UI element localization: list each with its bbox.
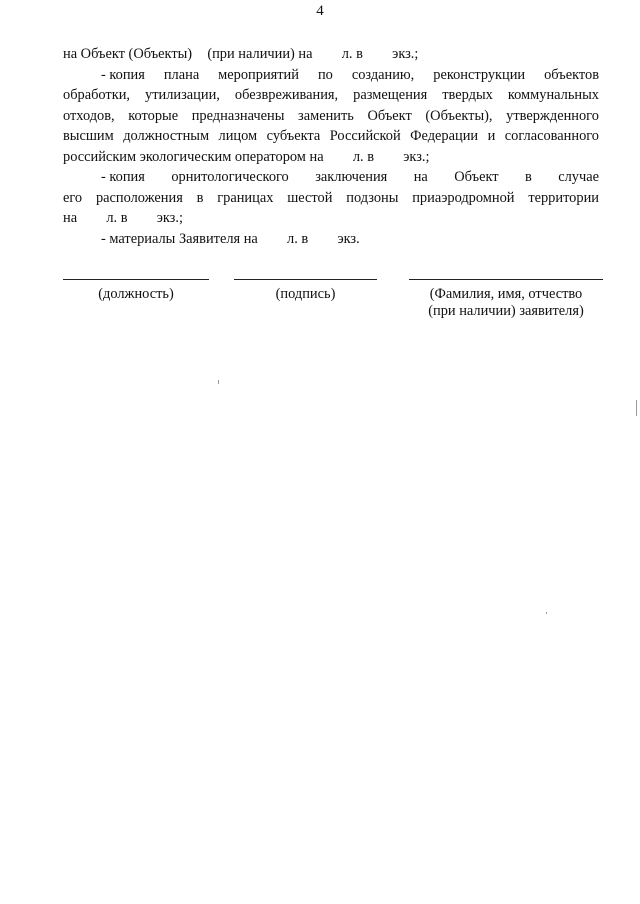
word: его <box>63 189 83 206</box>
word: обезвреживания, <box>234 87 339 103</box>
word: которые <box>128 107 179 124</box>
word: размещения <box>353 87 428 103</box>
word: коммунальных <box>507 87 599 103</box>
word: лицом <box>218 128 258 144</box>
word: созданию, <box>351 66 415 83</box>
word: заключения <box>315 169 388 185</box>
plan-item-row-4 <box>63 126 599 147</box>
word: - копия <box>101 169 145 185</box>
name-signature-line <box>409 279 603 280</box>
word: Федерации <box>410 128 479 144</box>
word: в <box>196 189 204 206</box>
plan-item-row-5 <box>63 147 599 168</box>
position-signature-line <box>63 279 209 280</box>
signature-caption: (подпись) <box>275 286 336 302</box>
materials-item <box>63 229 599 250</box>
word: реконструкции <box>433 66 526 83</box>
document-body <box>63 44 599 249</box>
name-caption-line-1: (Фамилия, имя, отчество <box>429 286 583 302</box>
sheets-text: л. в <box>341 46 363 62</box>
copies-text: экз.; <box>392 46 419 62</box>
word: границах <box>217 189 274 206</box>
word: - копия <box>101 66 145 83</box>
object-text: на Объект (Объекты) <box>63 46 193 62</box>
copies-text: экз. <box>337 230 360 247</box>
plan-item-row-3 <box>63 106 599 127</box>
ornitho-item-row-1 <box>63 167 599 188</box>
copies-text: экз.; <box>156 210 183 226</box>
word: Российской <box>329 128 401 144</box>
word: объектов <box>544 66 599 83</box>
copies-line-object <box>63 44 599 65</box>
position-caption: (должность) <box>98 286 174 302</box>
name-caption-line-2: (при наличии) заявителя) <box>428 303 584 319</box>
materials-text: - материалы Заявителя на <box>101 230 258 247</box>
word: утилизации, <box>145 87 220 103</box>
operator-text: российским экологическим оператором на <box>63 148 324 165</box>
word: на <box>413 169 428 185</box>
word: (Объекты), <box>425 107 493 124</box>
word: Объект <box>367 107 412 124</box>
word: отходов, <box>63 107 115 124</box>
word: должностным <box>123 128 210 144</box>
ornitho-item-row-3 <box>63 208 599 229</box>
word: орнитологического <box>171 169 289 185</box>
signature-line <box>234 279 377 280</box>
word: в <box>524 169 532 185</box>
word: расположения <box>95 189 183 206</box>
word: плана <box>163 66 200 83</box>
copies-text: экз.; <box>403 148 430 165</box>
word: утвержденного <box>506 107 599 124</box>
sheets-text: л. в <box>106 210 128 226</box>
page-number: 4 <box>316 3 324 19</box>
plan-item-row-2 <box>63 85 599 106</box>
word: случае <box>558 169 599 185</box>
word: приаэродромной <box>412 189 515 206</box>
sheets-text: л. в <box>352 148 374 165</box>
word: заменить <box>298 107 354 124</box>
presence-text: (при наличии) на <box>207 46 313 62</box>
word: территории <box>528 189 599 206</box>
word: согласованного <box>504 128 599 144</box>
word: предназначены <box>191 107 285 124</box>
sheets-text: л. в <box>287 230 309 247</box>
ornitho-item-row-2 <box>63 188 599 209</box>
word: твердых <box>442 87 493 103</box>
word: обработки, <box>63 87 131 103</box>
word: мероприятий <box>218 66 299 83</box>
word: Объект <box>454 169 499 185</box>
word: по <box>317 66 333 83</box>
word: субъекта <box>266 128 321 144</box>
on-text: на <box>63 210 78 226</box>
scan-speck <box>546 612 547 614</box>
scan-speck <box>218 380 219 384</box>
word: шестой <box>287 189 333 206</box>
plan-item-row-1 <box>63 65 599 86</box>
word: и <box>487 128 496 144</box>
word: подзоны <box>346 189 399 206</box>
word: высшим <box>63 128 114 144</box>
scan-edge-mark <box>636 400 637 416</box>
